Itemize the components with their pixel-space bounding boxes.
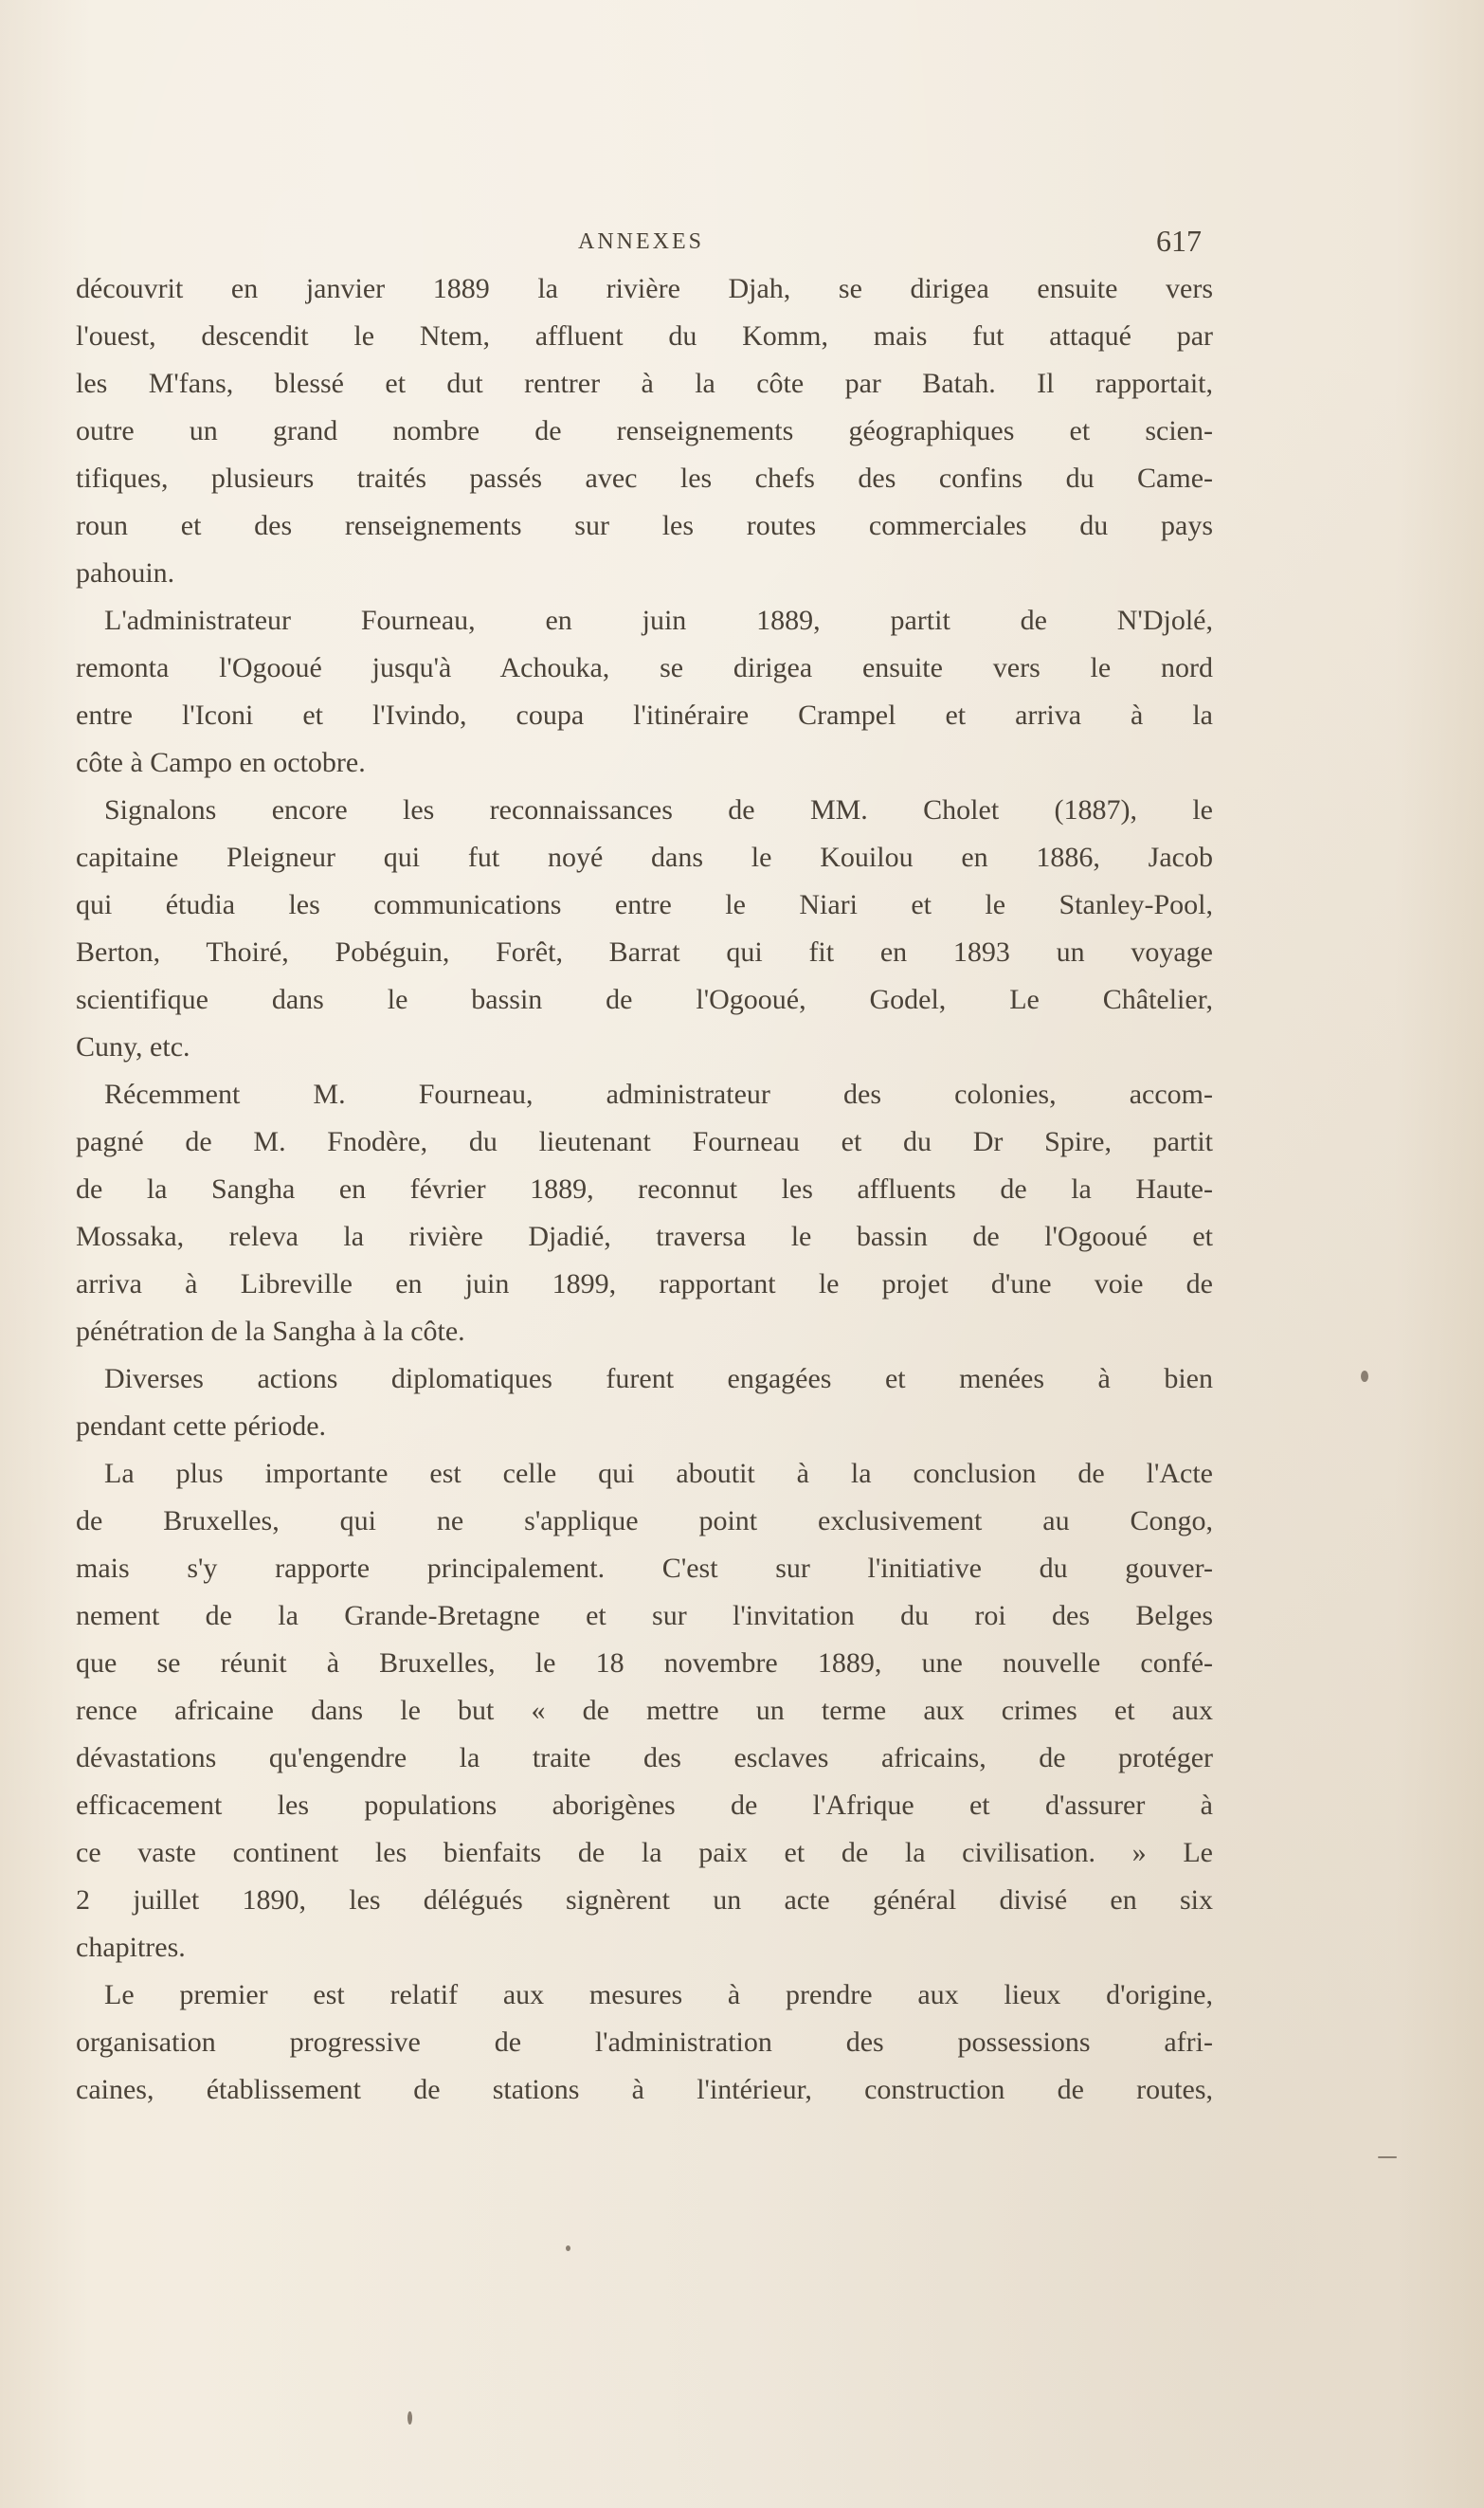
text-line: que se réunit à Bruxelles, le 18 novembre 1889, une nouvelle confé- (76, 1647, 1213, 1679)
body-text (76, 265, 1213, 2105)
text-line: côte à Campo en octobre. (76, 747, 366, 778)
text-line: roun et des renseignements sur les routes commerciales du pays (76, 510, 1213, 541)
text-line: tifiques, plusieurs traités passés avec les chefs des confins du Came- (76, 463, 1213, 494)
text-line: remonta l'Ogooué jusqu'à Achouka, se dirigea ensuite vers le nord (76, 652, 1213, 683)
text-line: pahouin. (76, 557, 175, 589)
text-line: rence africaine dans le but « de mettre un terme aux crimes et aux (76, 1695, 1213, 1726)
text-line: Signalons encore les reconnaissances de MM. Cholet (1887), le (104, 794, 1213, 826)
text-line: Le premier est relatif aux mesures à prendre aux lieux d'origine, (104, 1979, 1213, 2010)
text-line: Mossaka, releva la rivière Djadié, traversa le bassin de l'Ogooué et (76, 1221, 1213, 1252)
text-line: capitaine Pleigneur qui fut noyé dans le Kouilou en 1886, Jacob (76, 842, 1213, 873)
text-line: arriva à Libreville en juin 1899, rapportant le projet d'une voie de (76, 1268, 1213, 1299)
text-line: scientifique dans le bassin de l'Ogooué, Godel, Le Châtelier, (76, 984, 1213, 1015)
text-line: organisation progressive de l'administration des possessions afri- (76, 2026, 1213, 2058)
text-line: de la Sangha en février 1889, reconnut les affluents de la Haute- (76, 1173, 1213, 1205)
text-line: mais s'y rapporte principalement. C'est sur l'initiative du gouver- (76, 1553, 1213, 1584)
text-line: qui étudia les communications entre le Niari et le Stanley-Pool, (76, 889, 1213, 920)
text-line: découvrit en janvier 1889 la rivière Djah, se dirigea ensuite vers (76, 273, 1213, 304)
paper-speck (1361, 1371, 1368, 1382)
text-line: 2 juillet 1890, les délégués signèrent un acte général divisé en six (76, 1884, 1213, 1916)
text-line: caines, établissement de stations à l'intérieur, construction de routes, (76, 2074, 1213, 2105)
text-line: pénétration de la Sangha à la côte. (76, 1316, 465, 1347)
paper-speck (1378, 2156, 1397, 2158)
text-line: pendant cette période. (76, 1410, 327, 1442)
running-title: ANNEXES (578, 229, 704, 254)
text-line: Récemment M. Fourneau, administrateur des colonies, accom- (104, 1079, 1213, 1110)
text-line: entre l'Iconi et l'Ivindo, coupa l'itinéraire Crampel et arriva à la (76, 700, 1213, 731)
text-line: outre un grand nombre de renseignements géographiques et scien- (76, 415, 1213, 446)
text-line: Cuny, etc. (76, 1031, 190, 1063)
paper-speck (407, 2411, 412, 2425)
page-header (76, 224, 1213, 267)
text-line: chapitres. (76, 1932, 186, 1963)
page-number: 617 (1156, 224, 1202, 258)
text-line: efficacement les populations aborigènes de l'Afrique et d'assurer à (76, 1790, 1213, 1821)
text-line: L'administrateur Fourneau, en juin 1889, partit de N'Djolé, (104, 605, 1213, 636)
text-line: dévastations qu'engendre la traite des esclaves africains, de protéger (76, 1742, 1213, 1773)
text-line: nement de la Grande-Bretagne et sur l'invitation du roi des Belges (76, 1600, 1213, 1631)
text-line: de Bruxelles, qui ne s'applique point exclusivement au Congo, (76, 1505, 1213, 1536)
text-line: La plus importante est celle qui aboutit à la conclusion de l'Acte (104, 1458, 1213, 1489)
text-line: Diverses actions diplomatiques furent engagées et menées à bien (104, 1363, 1213, 1394)
text-line: pagné de M. Fnodère, du lieutenant Fourneau et du Dr Spire, partit (76, 1126, 1213, 1157)
paper-speck (566, 2245, 570, 2251)
text-line: l'ouest, descendit le Ntem, affluent du Komm, mais fut attaqué par (76, 320, 1213, 352)
text-line: les M'fans, blessé et dut rentrer à la côte par Batah. Il rapportait, (76, 368, 1213, 399)
text-line: Berton, Thoiré, Pobéguin, Forêt, Barrat qui fit en 1893 un voyage (76, 936, 1213, 968)
text-line: ce vaste continent les bienfaits de la paix et de la civilisation. » Le (76, 1837, 1213, 1868)
